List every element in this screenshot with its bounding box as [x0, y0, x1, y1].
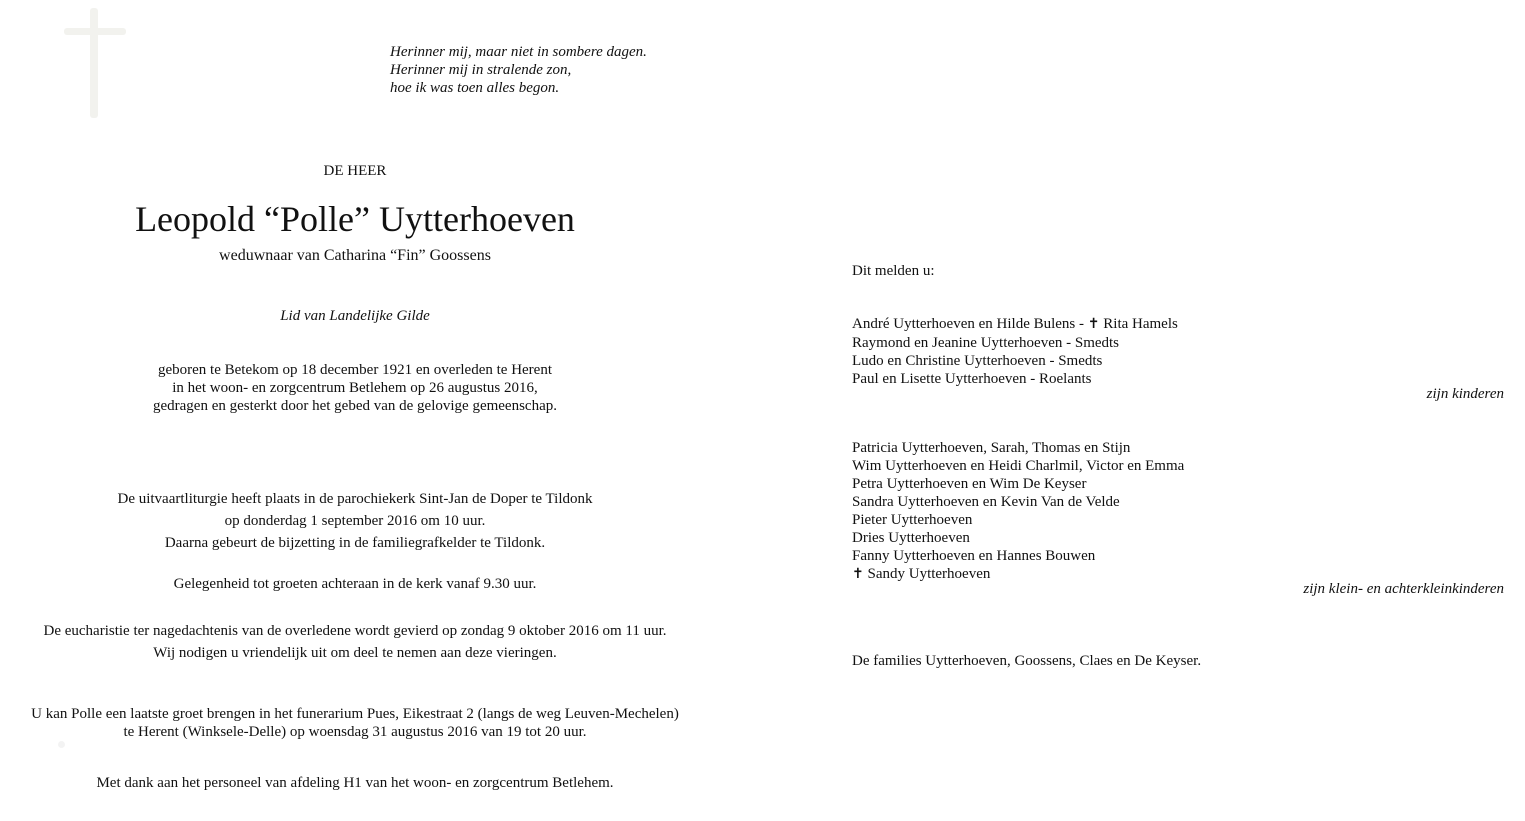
cross-icon: ✝ [1087, 317, 1100, 332]
deceased-name: Leopold “Polle” Uytterhoeven [135, 199, 575, 239]
eucharist-line: De eucharistie ter nagedachtenis van de overledene wordt gevierd op zondag 9 oktober 2016 om 11 uur. [43, 623, 667, 639]
grandchildren-list [852, 439, 1184, 584]
cross-emboss-icon [62, 8, 128, 120]
funeral-home-line: te Herent (Winksele-Delle) op woensdag 31 augustus 2016 van 19 tot 20 uur. [123, 724, 587, 740]
grandchild-entry: Petra Uytterhoeven en Wim De Keyser [852, 476, 1087, 492]
birth-line: geboren te Betekom op 18 december 1921 en overleden te Herent [157, 362, 552, 378]
child-entry: Ludo en Christine Uytterhoeven - Smedts [852, 353, 1103, 369]
thanks-line: Met dank aan het personeel van afdeling H1 van het woon- en zorgcentrum Betlehem. [96, 775, 614, 791]
children-list [852, 315, 1178, 388]
grandchild-entry: Fanny Uytterhoeven en Hannes Bouwen [852, 548, 1096, 564]
grandchild-entry: Pieter Uytterhoeven [852, 512, 973, 528]
poem-line: Herinner mij in stralende zon, [390, 62, 572, 78]
poem-line: hoe ik was toen alles begon. [390, 80, 560, 96]
grandchildren-label: zijn klein- en achterkleinkinderen [1303, 581, 1504, 597]
funeral-line: De uitvaartliturgie heeft plaats in de parochiekerk Sint-Jan de Doper te Tildonk [117, 491, 593, 507]
child-entry: André Uytterhoeven en Hilde Bulens - ✝ Rita Hamels [852, 316, 1178, 332]
title-small: DE HEER [323, 163, 387, 179]
poem [390, 43, 647, 97]
birth-death-info [0, 361, 710, 415]
grandchild-entry: Sandra Uytterhoeven en Kevin Van de Velde [852, 494, 1120, 510]
funeral-line: op donderdag 1 september 2016 om 10 uur. [224, 513, 486, 529]
grandchild-entry: Dries Uytterhoeven [852, 530, 970, 546]
cross-icon: ✝ [852, 567, 864, 582]
greeting-info: Gelegenheid tot groeten achteraan in de kerk vanaf 9.30 uur. [173, 576, 537, 592]
poem-line: Herinner mij, maar niet in sombere dagen. [390, 44, 647, 60]
grandchild-entry: ✝ Sandy Uytterhoeven [852, 566, 991, 582]
membership: Lid van Landelijke Gilde [280, 308, 430, 324]
child-entry: Raymond en Jeanine Uytterhoeven - Smedts [852, 335, 1120, 351]
eucharist-info [0, 620, 710, 664]
funeral-home-info [0, 705, 710, 741]
grandchild-entry: Patricia Uytterhoeven, Sarah, Thomas en Stijn [852, 440, 1131, 456]
families-line: De families Uytterhoeven, Goossens, Claes en De Keyser. [852, 653, 1202, 669]
birth-line: gedragen en gesterkt door het gebed van de gelovige gemeenschap. [152, 398, 557, 414]
funeral-line: Daarna gebeurt de bijzetting in de familiegrafkelder te Tildonk. [164, 535, 546, 551]
child-entry: Paul en Lisette Uytterhoeven - Roelants [852, 371, 1092, 387]
widow-line: weduwnaar van Catharina “Fin” Goossens [219, 247, 491, 264]
eucharist-line: Wij nodigen u vriendelijk uit om deel te nemen aan deze vieringen. [153, 645, 557, 661]
announcement-intro: Dit melden u: [852, 263, 935, 279]
children-label: zijn kinderen [1426, 386, 1504, 402]
funeral-home-line: U kan Polle een laatste groet brengen in het funerarium Pues, Eikestraat 2 (langs de weg Leuven-Mechelen) [31, 706, 679, 722]
emboss-dot [58, 741, 65, 748]
funeral-info [0, 488, 710, 554]
birth-line: in het woon- en zorgcentrum Betlehem op 26 augustus 2016, [172, 380, 538, 396]
grandchild-entry: Wim Uytterhoeven en Heidi Charlmil, Victor en Emma [852, 458, 1185, 474]
